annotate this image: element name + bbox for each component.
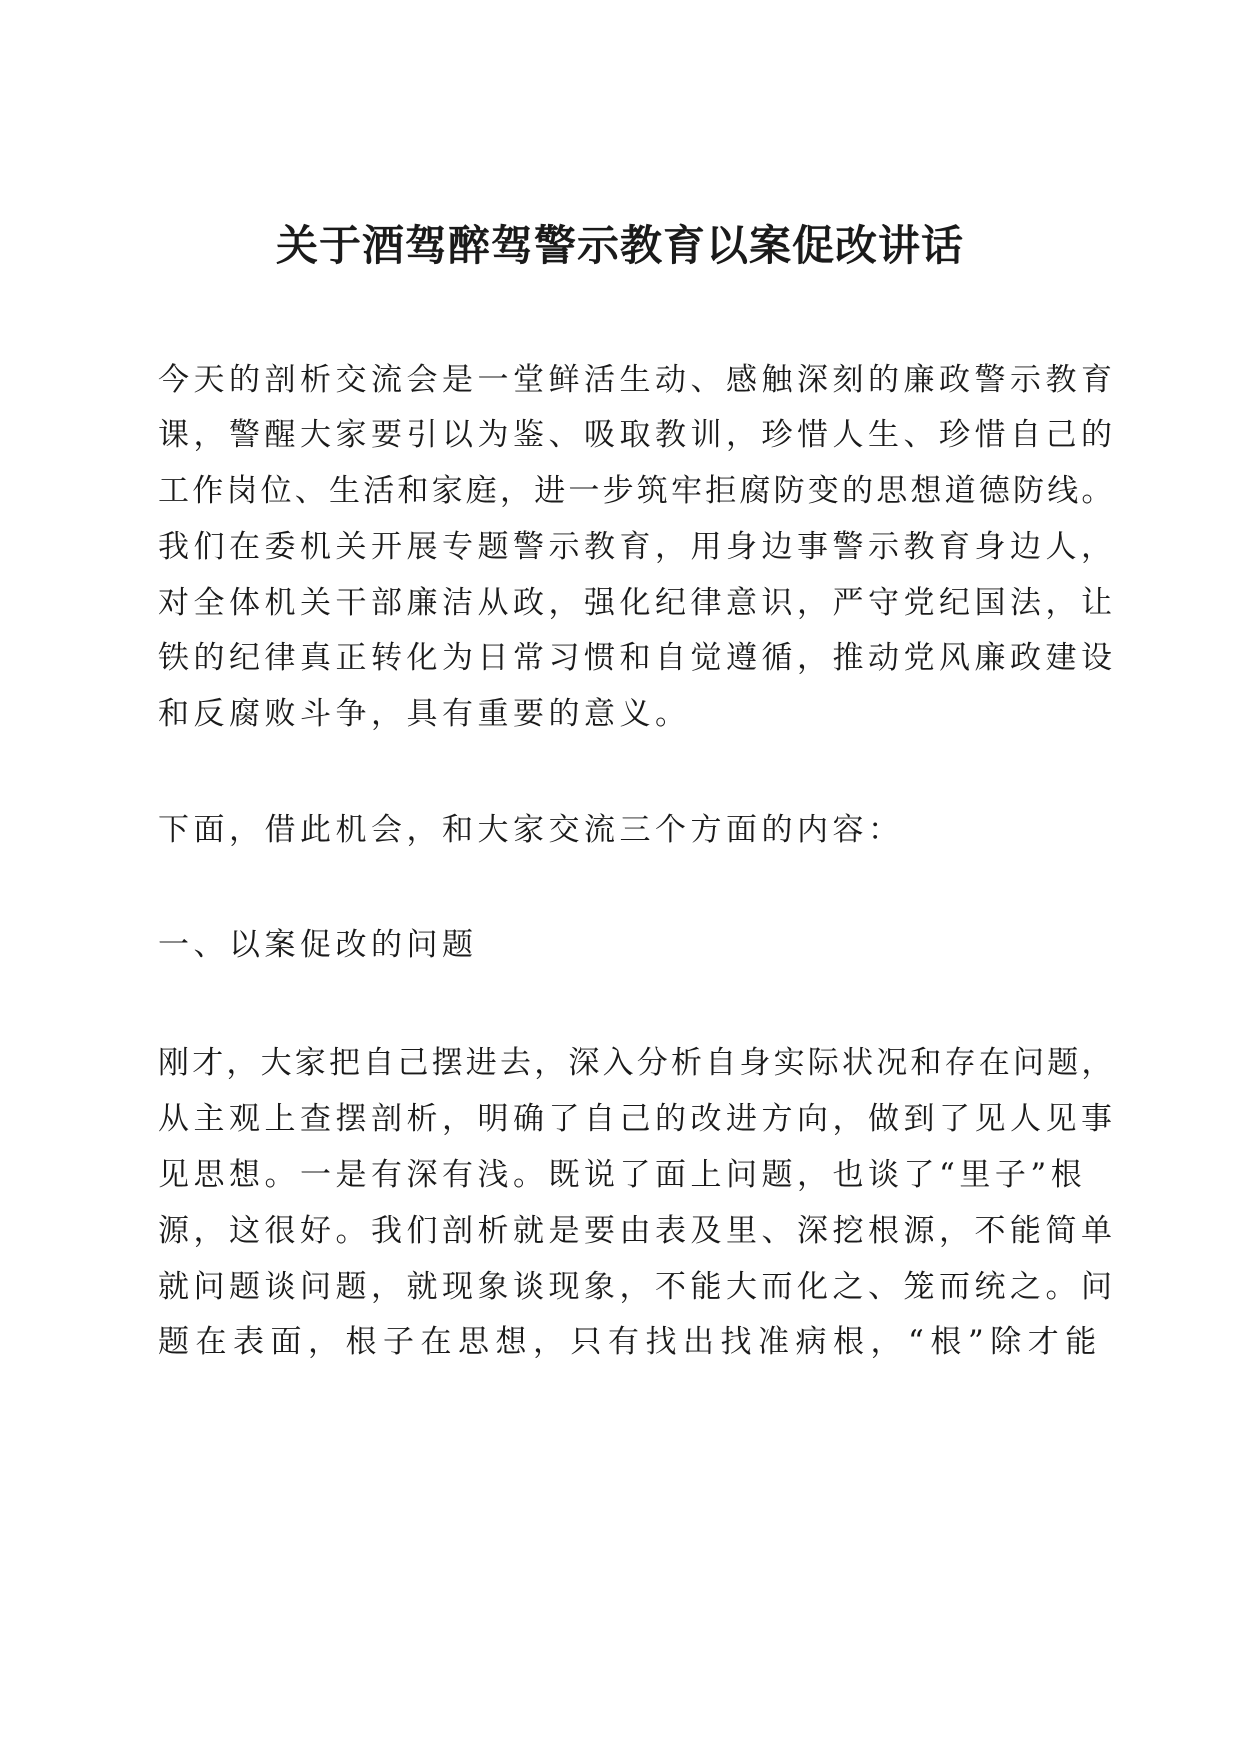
text-line: 从主观上查摆剖析，明确了自己的改进方向，做到了见人见事 (158, 1101, 1117, 1137)
text-line: 刚才，大家把自己摆进去，深入分析自身实际状况和存在问题， (158, 1045, 1116, 1081)
text-line: 对全体机关干部廉洁从政，强化纪律意识，严守党纪国法，让 (158, 585, 1117, 621)
paragraph-transition: 下面，借此机会，和大家交流三个方面的内容： (158, 812, 904, 848)
text-line: 我们在委机关开展专题警示教育，用身边事警示教育身边人， (158, 529, 1117, 565)
text-line: 今天的剖析交流会是一堂鲜活生动、感触深刻的廉政警示教育 (158, 362, 1117, 398)
text-line: 见思想。一是有深有浅。既说了面上问题，也谈了“里子”根 (158, 1157, 1087, 1193)
text-line: 工作岗位、生活和家庭，进一步筑牢拒腐防变的思想道德防线。 (158, 473, 1116, 509)
text-line: 就问题谈问题，就现象谈现象，不能大而化之、笼而统之。问 (158, 1269, 1117, 1305)
text-line: 课，警醒大家要引以为鉴、吸取教训，珍惜人生、珍惜自己的 (158, 417, 1117, 453)
section-heading: 一、以案促改的问题 (158, 927, 478, 963)
text-line: 源，这很好。我们剖析就是要由表及里、深挖根源，不能简单 (158, 1213, 1117, 1249)
text-line: 和反腐败斗争，具有重要的意义。 (158, 696, 691, 732)
document-title: 关于酒驾醉驾警示教育以案促改讲话 (275, 221, 964, 270)
text-line: 铁的纪律真正转化为日常习惯和自觉遵循，推动党风廉政建设 (158, 640, 1117, 676)
text-line: 题在表面，根子在思想，只有找出找准病根，“根”除才能 (158, 1324, 1103, 1360)
